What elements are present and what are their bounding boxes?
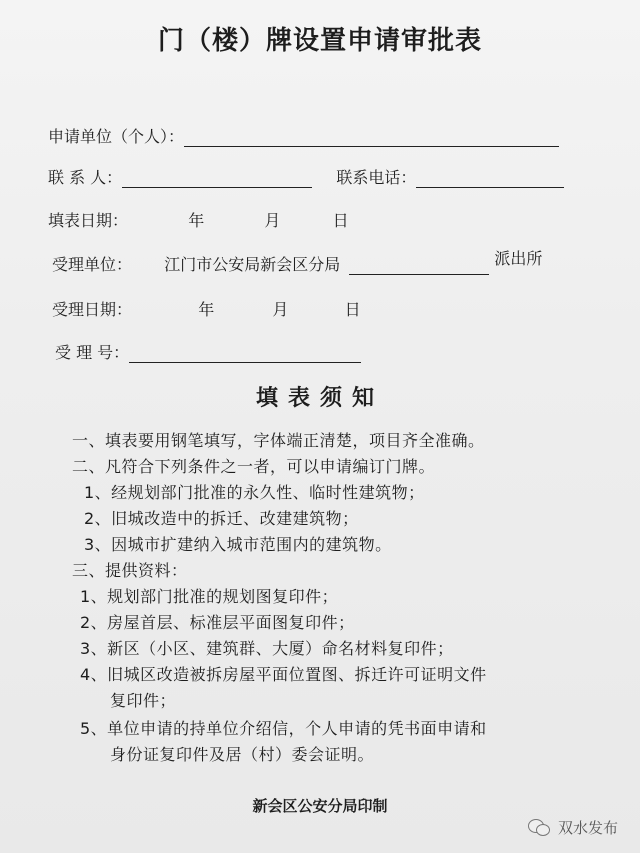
- notice-line: 三、提供资料：: [72, 561, 188, 580]
- wechat-icon: [528, 817, 552, 837]
- watermark: [528, 814, 618, 840]
- notice-line: 1、经规划部门批准的永久性、临时性建筑物；: [84, 483, 425, 502]
- form-title: 门（楼）牌设置申请审批表: [157, 26, 482, 56]
- accept-unit-row: [52, 249, 543, 275]
- accept-no-label: 受 理 号：: [55, 343, 130, 362]
- notice-line: 2、房屋首层、标准层平面图复印件；: [80, 613, 355, 632]
- fill-date-label: 填表日期：: [48, 211, 129, 230]
- accept-no-row: [55, 340, 361, 363]
- fill-date-day: 日: [332, 211, 349, 230]
- fill-date-year: 年: [188, 211, 205, 230]
- notice-line: 3、因城市扩建纳入城市范围内的建筑物。: [84, 535, 392, 554]
- phone-label: 联系电话：: [336, 168, 417, 187]
- accept-date-label: 受理日期：: [52, 300, 133, 319]
- accept-date-row: [52, 297, 361, 320]
- notice-line: 4、旧城区改造被拆房屋平面位置图、拆迁许可证明文件: [80, 665, 487, 684]
- accept-unit-label: 受理单位：: [52, 255, 133, 274]
- police-station-label: 派出所: [494, 249, 543, 268]
- notice-line: 二、凡符合下列条件之一者，可以申请编订门牌。: [72, 457, 436, 476]
- notice-line: 一、填表要用钢笔填写，字体端正清楚，项目齐全准确。: [72, 431, 485, 450]
- phone-field[interactable]: [416, 171, 564, 188]
- fill-date-row: [48, 208, 349, 231]
- watermark-text: 双水发布: [557, 818, 618, 837]
- accept-date-month: 月: [272, 300, 289, 319]
- applicant-row: [48, 124, 559, 147]
- accept-date-day: 日: [344, 300, 361, 319]
- notice-line: 5、单位申请的持单位介绍信，个人申请的凭书面申请和: [80, 719, 487, 738]
- contact-field[interactable]: [122, 171, 312, 188]
- contact-label: 联 系 人：: [48, 168, 123, 187]
- notice-line: 2、旧城改造中的拆迁、改建建筑物；: [84, 509, 359, 528]
- notice-line: 1、规划部门批准的规划图复印件；: [80, 587, 339, 606]
- accept-date-year: 年: [198, 300, 215, 319]
- applicant-field[interactable]: [184, 130, 559, 147]
- accept-unit-value: 江门市公安局新会区分局: [164, 255, 341, 274]
- fill-date-month: 月: [264, 211, 281, 230]
- police-station-field[interactable]: [349, 258, 489, 275]
- accept-no-field[interactable]: [129, 346, 361, 363]
- applicant-label: 申请单位（个人）：: [48, 127, 185, 146]
- notice-line: 身份证复印件及居（村）委会证明。: [110, 745, 375, 764]
- notice-line: 复印件；: [110, 691, 177, 710]
- notice-line: 3、新区（小区、建筑群、大厦）命名材料复印件；: [80, 639, 454, 658]
- contact-row: [48, 165, 564, 188]
- footer-printer: 新会区公安分局印制: [252, 797, 388, 815]
- notice-title: 填表须知: [255, 386, 384, 411]
